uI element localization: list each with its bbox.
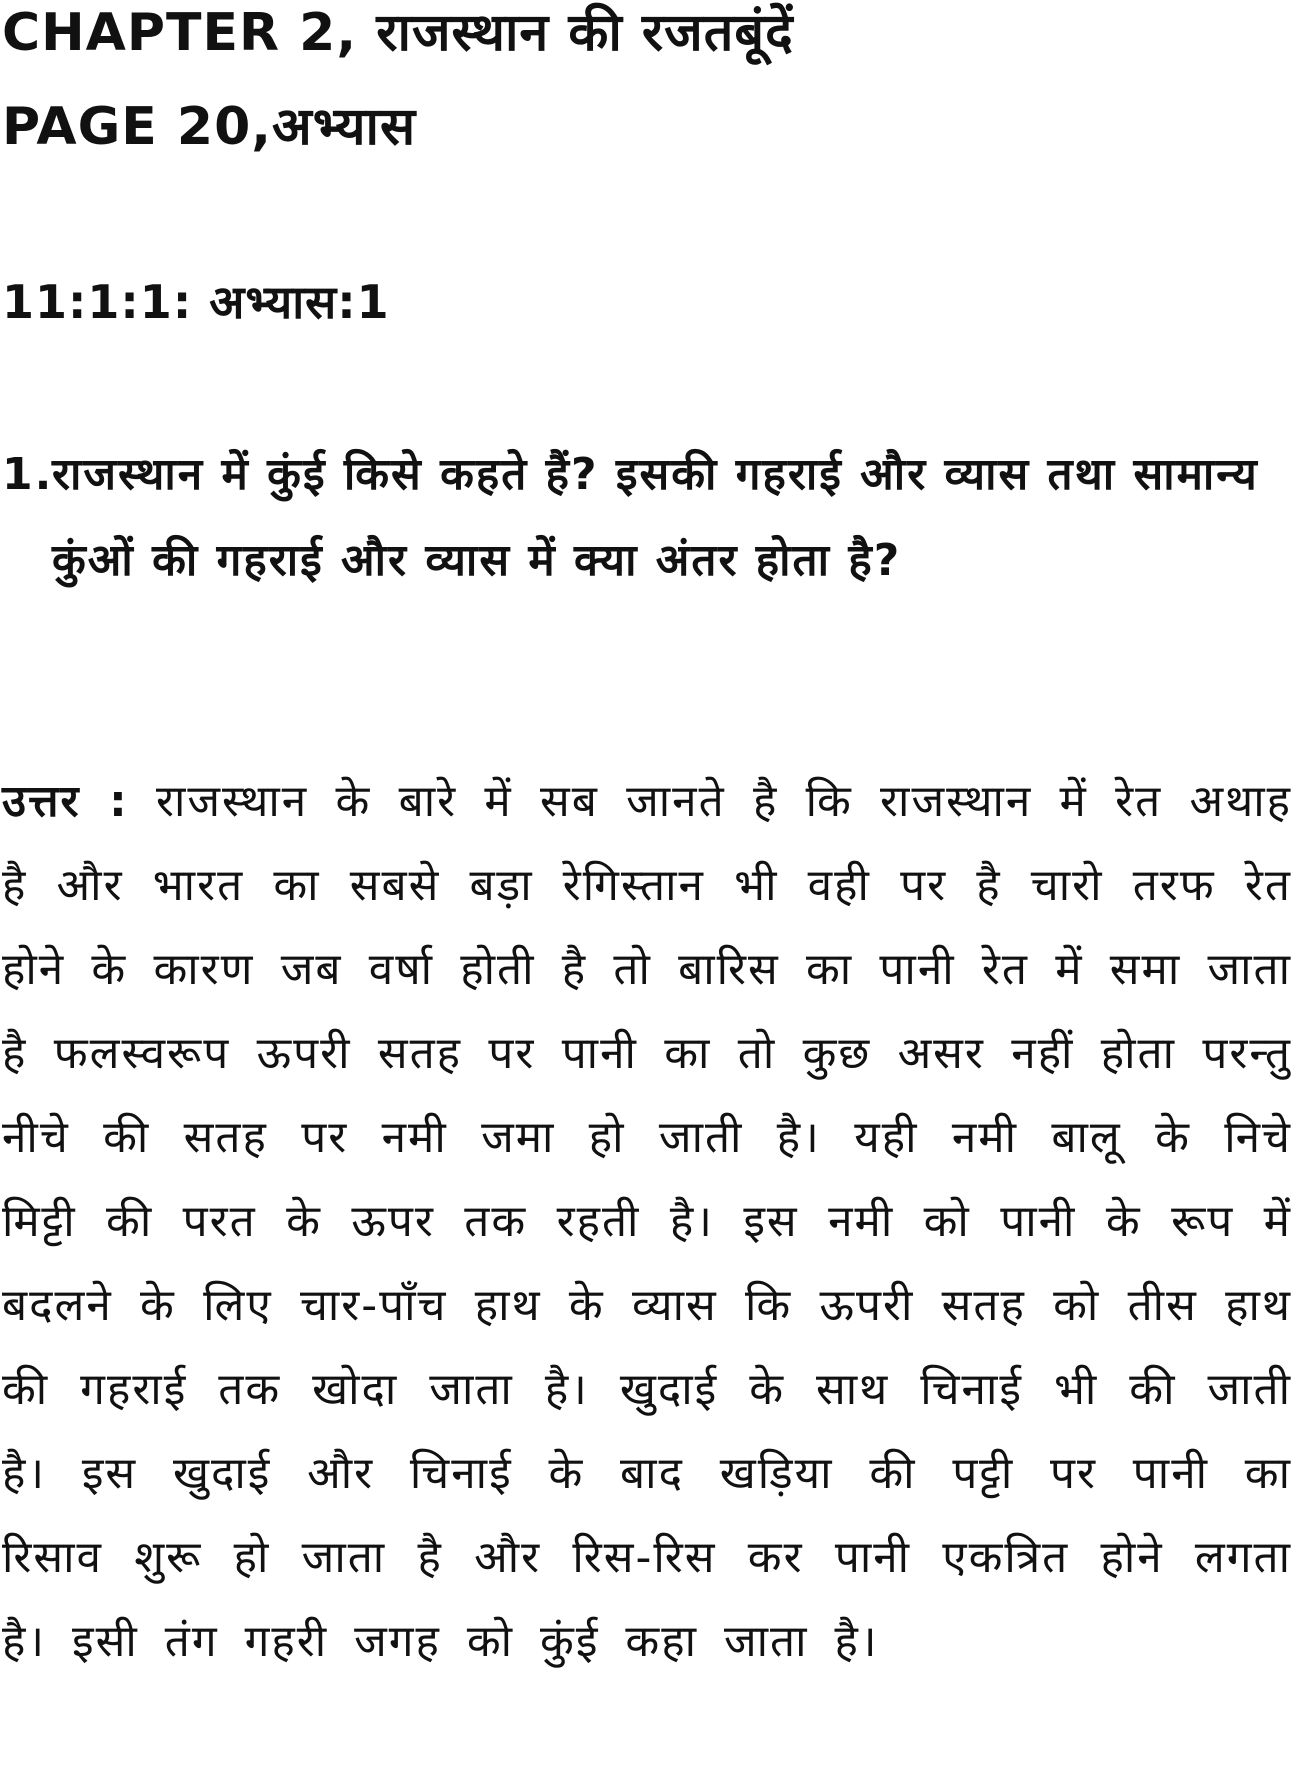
exercise-label: 11:1:1: अभ्यास:1: [2, 275, 390, 329]
answer-text: राजस्थान के बारे में सब जानते है कि राजस्थान में रेत अथाह है और भारत का सबसे बड़ा रेगिस्तान भी वही पर है चारो तरफ रेत होने के कारण जब वर्षा होती है तो बारिस का पानी रेत में समा जाता है फलस्वरूप ऊपरी सतह पर पानी का तो कुछ असर नहीं होता परन्तु नीचे की सतह पर नमी जमा हो जाती है। यही नमी बालू के निचे मिट्टी की परत के ऊपर तक रहती है। इस नमी को पानी के रूप में बदलने के लिए चार-पाँच हाथ के व्यास कि ऊपरी सतह को तीस हाथ की गहराई तक खोदा जाता है। खुदाई के साथ चिनाई भी की जाती है। इस खुदाई और चिनाई के बाद खड़िया की पट्टी पर पानी का रिसाव शुरू हो जाता है और रिस-रिस कर पानी एकत्रित होने लगता है। इसी तंग गहरी जगह को कुंई कहा जाता है।: [2, 776, 1292, 1667]
page-title: PAGE 20,अभ्यास: [2, 97, 417, 157]
chapter-title: CHAPTER 2, राजस्थान की रजतबूंदें: [2, 3, 794, 63]
question-text: राजस्थान में कुंई किसे कहते हैं? इसकी गहराई और व्यास तथा सामान्य कुंओं की गहराई और व्यास में क्या अंतर होता है?: [52, 449, 1259, 586]
question-block: [2, 432, 1262, 604]
answer-label: उत्तर :: [2, 776, 129, 827]
question-number: 1.: [2, 449, 54, 500]
answer-block: [2, 760, 1292, 1684]
